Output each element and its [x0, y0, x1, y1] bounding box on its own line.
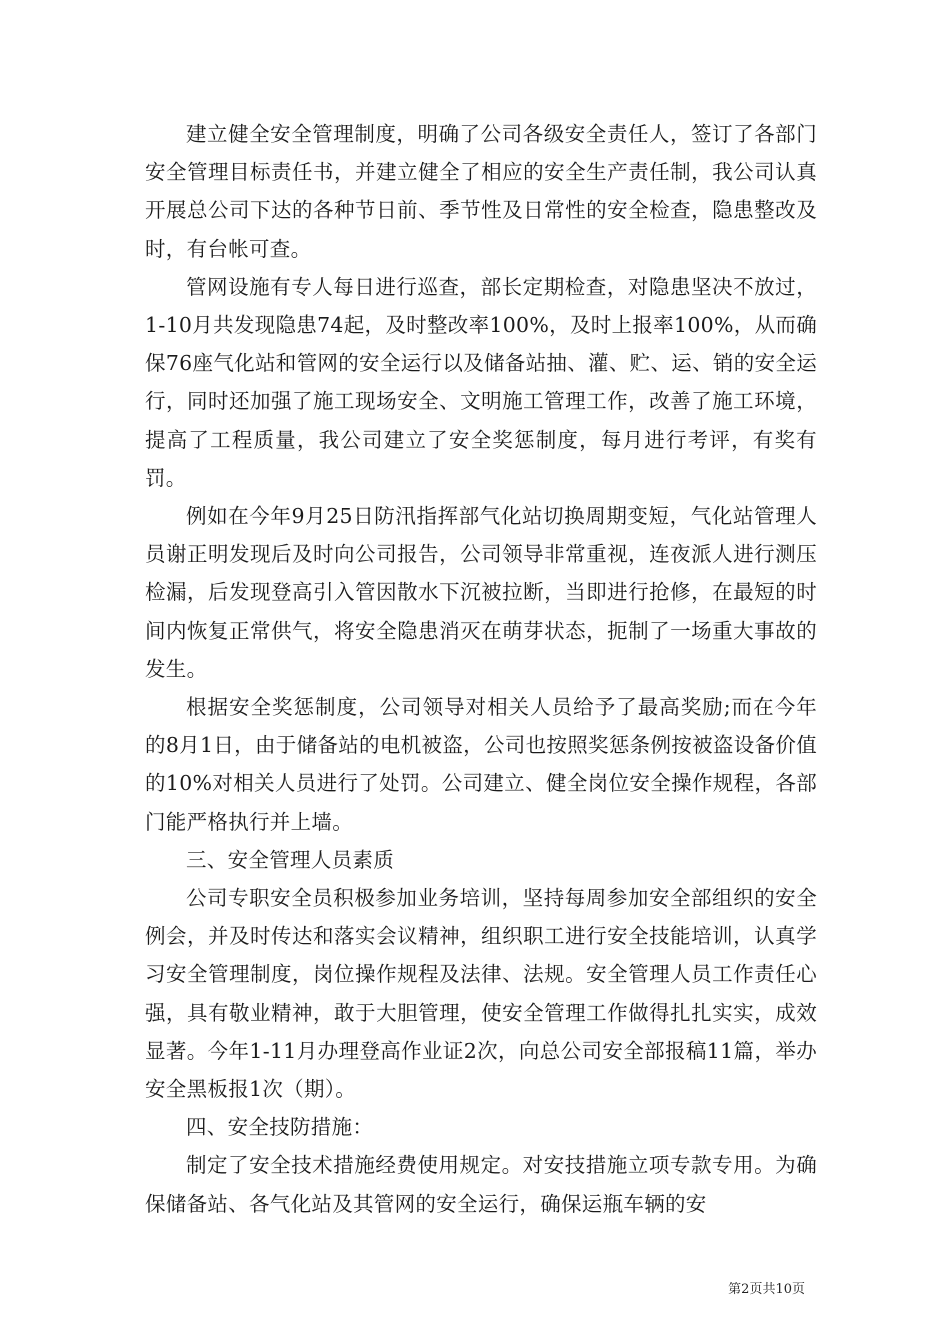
- document-body: [145, 115, 817, 1223]
- paragraph-safety-system: 建立健全安全管理制度，明确了公司各级安全责任人，签订了各部门安全管理目标责任书，并建立健全了相应的安全生产责任制，我公司认真开展总公司下达的各种节日前、季节性及日常性的安全检查，隐患整改及时，有台帐可查。: [145, 122, 817, 261]
- paragraph-safety-officer-training: 公司专职安全员积极参加业务培训，坚持每周参加安全部组织的安全例会，并及时传达和落实会议精神，组织职工进行安全技能培训，认真学习安全管理制度，岗位操作规程及法律、法规。安全管理人员工作责任心强，具有敬业精神，敢于大胆管理，使安全管理工作做得扎扎实实，成效显著。今年1-11月办理登高作业证2次，向总公司安全部报稿11篇，举办安全黑板报1次（期）。: [145, 886, 817, 1102]
- section-heading-personnel-quality: 三、安全管理人员素质: [186, 847, 394, 872]
- page-number-footer: 第2页共10页: [728, 1282, 805, 1297]
- paragraph-pipeline-inspection: 管网设施有专人每日进行巡查，部长定期检查，对隐患坚决不放过，1-10月共发现隐患74起，及时整改率100%，及时上报率100%，从而确保76座气化站和管网的安全运行以及储备站抽、灌、贮、运、销的安全运行，同时还加强了施工现场安全、文明施工管理工作，改善了施工环境，提高了工程质量，我公司建立了安全奖惩制度，每月进行考评，有奖有罚。: [145, 274, 817, 490]
- paragraph-technical-funding: 制定了安全技术措施经费使用规定。对安技措施立项专款专用。为确保储备站、各气化站及其管网的安全运行，确保运瓶车辆的安: [145, 1153, 817, 1216]
- paragraph-incident-example: 例如在今年9月25日防汛指挥部气化站切换周期变短，气化站管理人员谢正明发现后及时向公司报告，公司领导非常重视，连夜派人进行测压检漏，后发现登高引入管因散水下沉被拉断，当即进行抢修，在最短的时间内恢复正常供气，将安全隐患消灭在萌芽状态，扼制了一场重大事故的发生。: [145, 504, 817, 681]
- section-heading-technical-measures: 四、安全技防措施：: [186, 1115, 374, 1140]
- paragraph-rewards-penalties: 根据安全奖惩制度，公司领导对相关人员给予了最高奖励;而在今年的8月1日，由于储备站的电机被盗，公司也按照奖惩条例按被盗设备价值的10%对相关人员进行了处罚。公司建立、健全岗位安全操作规程，各部门能严格执行并上墙。: [145, 695, 817, 834]
